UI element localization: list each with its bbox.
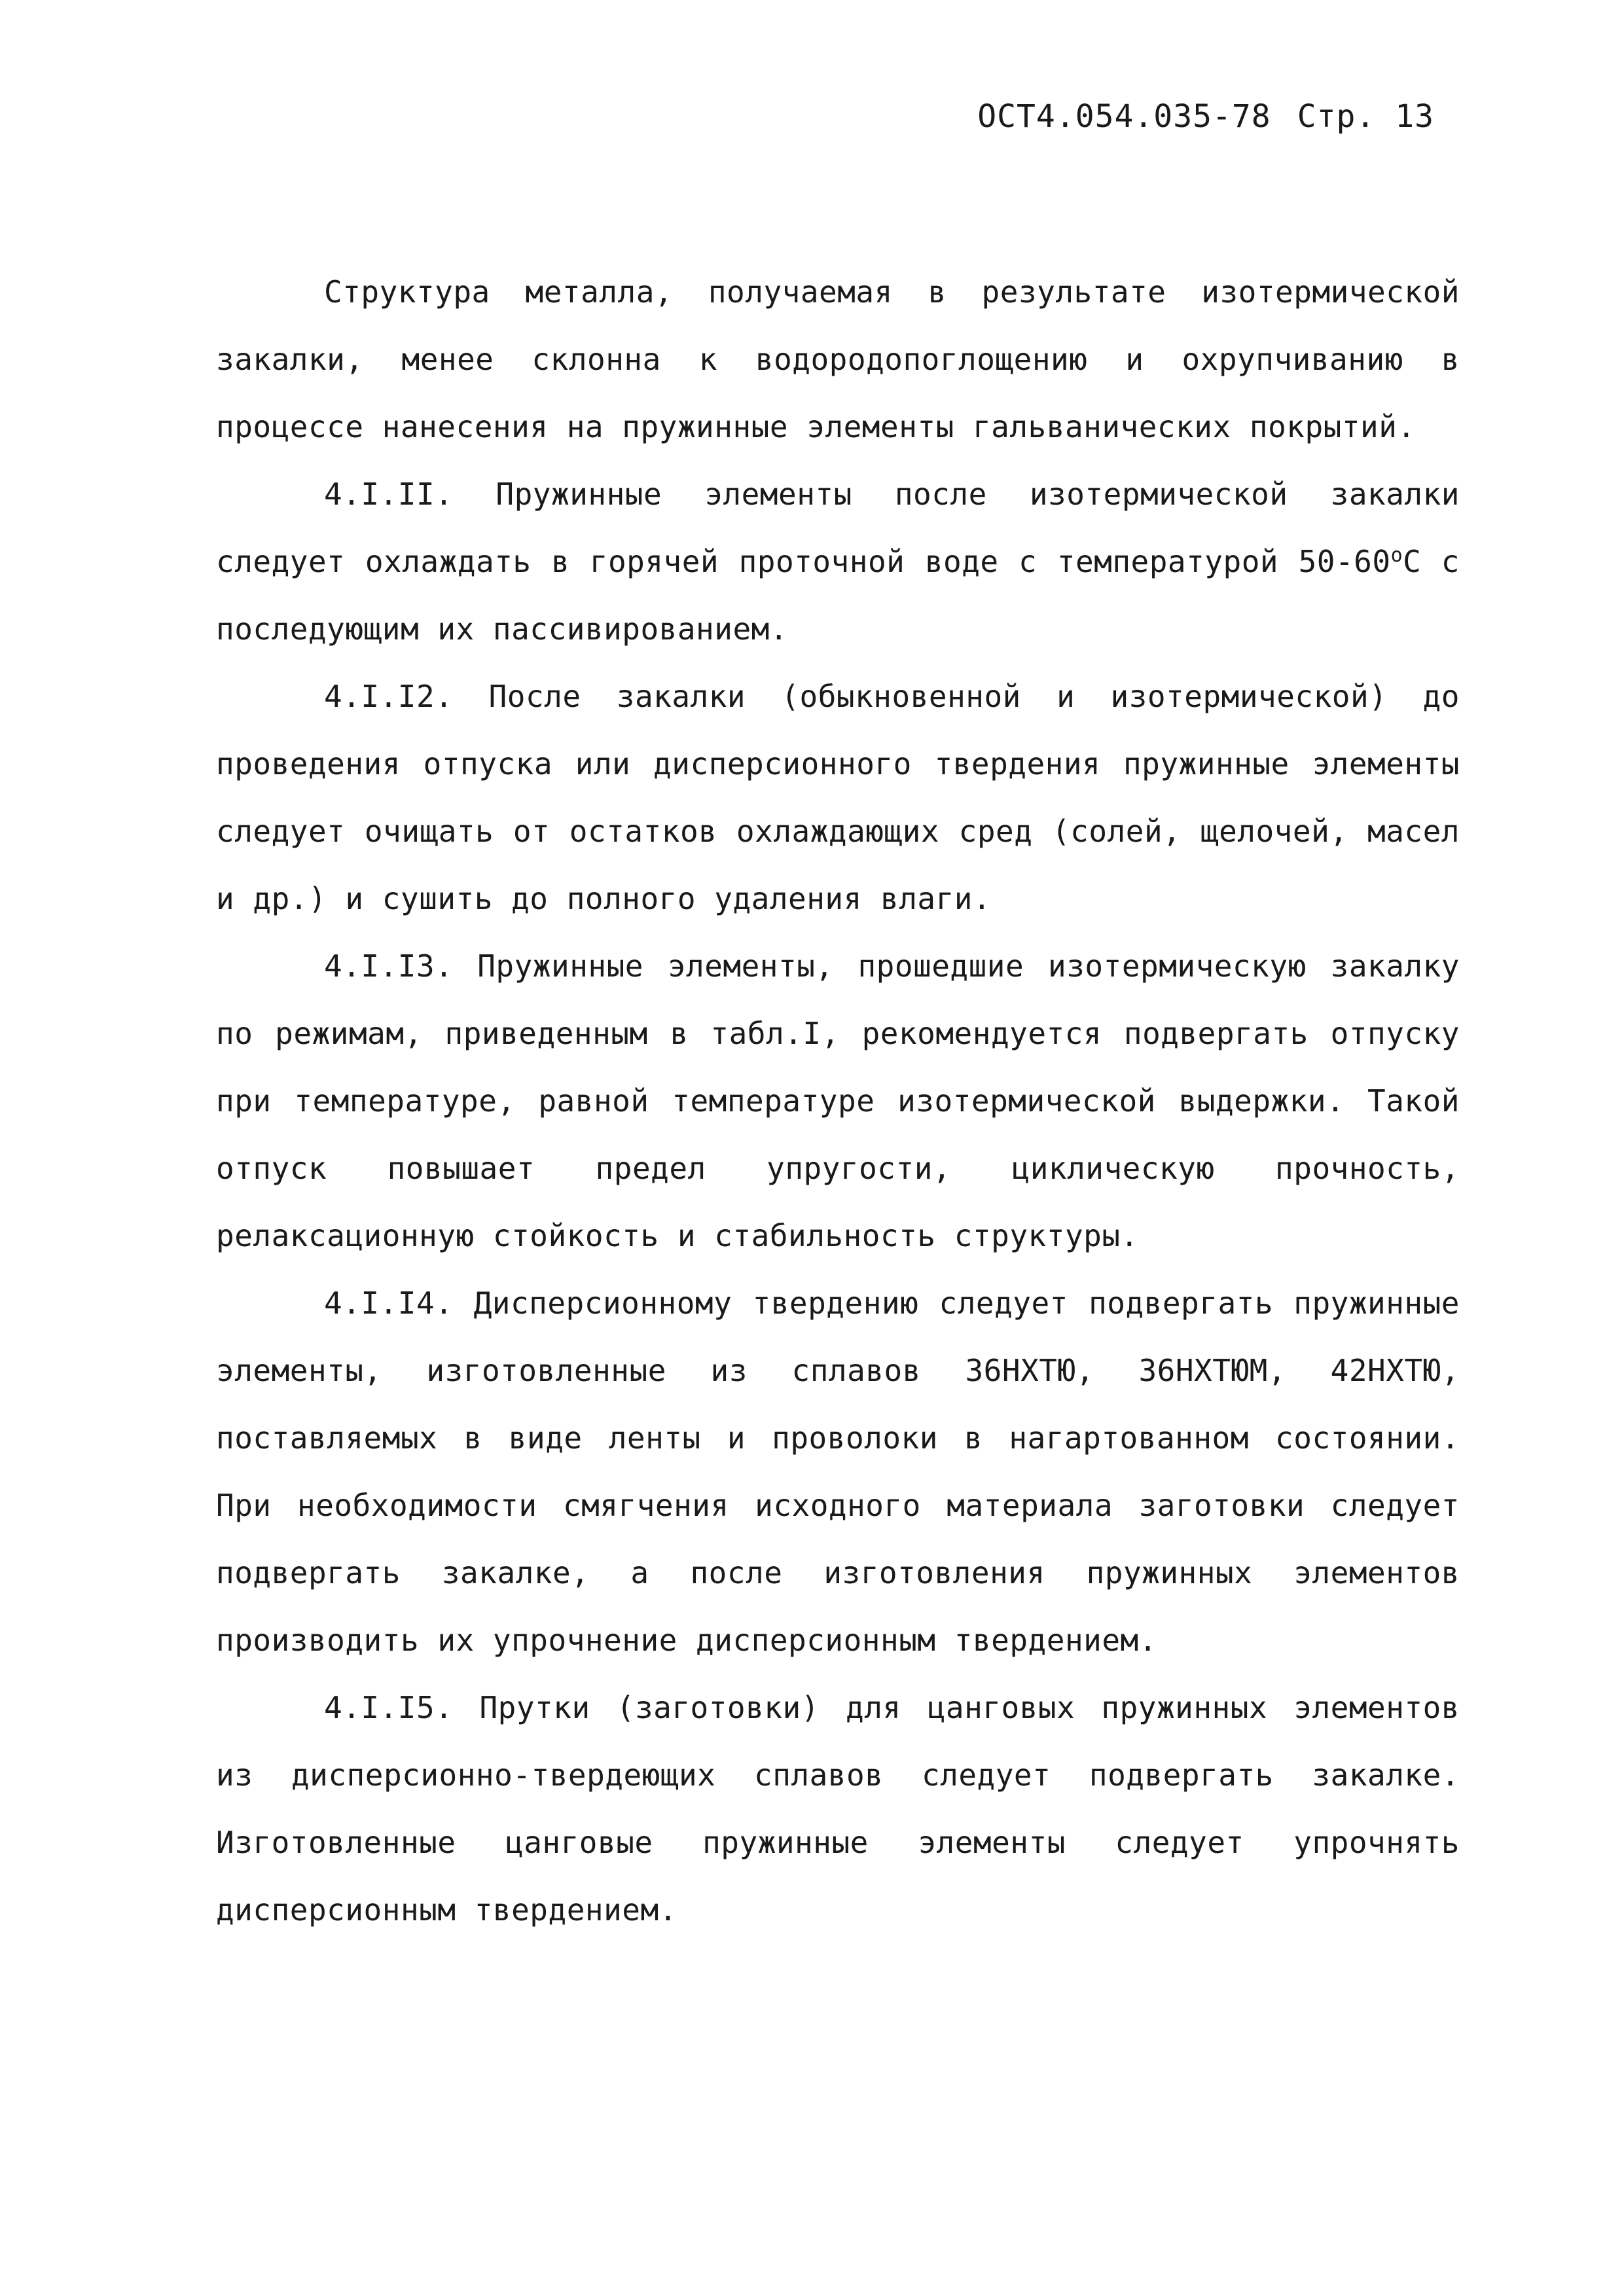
document-code: ОСТ4.054.035-78 — [977, 98, 1271, 135]
page-header — [977, 98, 1434, 135]
paragraph-structure-intro: Структура металла, получаемая в результате изотермической закалки, менее склонна к водородопоглощению и охрупчиванию в процессе нанесения на пружинные элементы гальванических покрытий. — [216, 274, 1460, 444]
degree-mark: о — [1390, 544, 1403, 567]
paragraph-4-1-11-tail: С с последующим их пассивированием. — [216, 544, 1460, 647]
page-number: Стр. 13 — [1297, 98, 1434, 135]
document-body — [216, 259, 1460, 1944]
temperature-range: 50-60 — [1298, 544, 1391, 579]
paragraph-4-1-11-text: 4.I.II. Пружинные элементы после изотермической закалки следует охлаждать в горячей проточной воде с температурой — [216, 476, 1460, 579]
paragraph-4-1-13: 4.I.I3. Пружинные элементы, прошедшие изотермическую закалку по режимам, приведенным в табл.I, рекомендуется подвергать отпуску при температуре, равной температуре изотермической выдержки. Такой отпуск повышает предел упругости, циклическую прочность, релаксационную стойкость и стабильность структуры. — [216, 948, 1460, 1253]
paragraph-4-1-12: 4.I.I2. После закалки (обыкновенной и изотермической) до проведения отпуска или дисперсионного твердения пружинные элементы следует очищать от остатков охлаждающих сред (солей, щелочей, масел и др.) и сушить до полного удаления влаги. — [216, 679, 1460, 916]
paragraph-4-1-14: 4.I.I4. Дисперсионному твердению следует подвергать пружинные элементы, изготовленные из сплавов 36НХТЮ, 36НХТЮМ, 42НХТЮ, поставляемых в виде ленты и проволоки в нагартованном состоянии. При необходимости смягчения исходного материала заготовки следует подвергать закалке, а после изготовления пружинных элементов производить их упрочнение дисперсионным твердением. — [216, 1285, 1460, 1658]
paragraph-4-1-11 — [216, 461, 1460, 663]
paragraph-4-1-15: 4.I.I5. Прутки (заготовки) для цанговых пружинных элементов из дисперсионно-твердеющих сплавов следует подвергать закалке. Изготовленные цанговые пружинные элементы следует упрочнять дисперсионным твердением. — [216, 1690, 1460, 1928]
